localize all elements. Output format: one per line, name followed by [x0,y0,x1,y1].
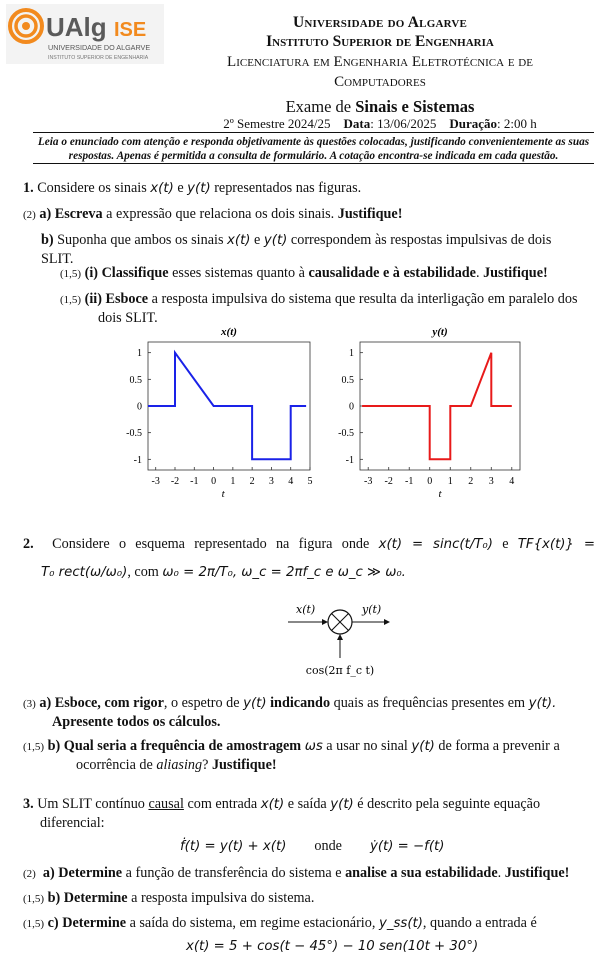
diagram-input-label: x(t) [296,603,316,616]
q3a: (2) a) Determine a função de transferência do sistema e analise a sua estabilidade. Justifique! [23,865,570,881]
x-axis-label: t [438,488,442,500]
university-logo [6,4,164,64]
x-tick-label: 1 [230,476,236,487]
exam-title: Exame de Sinais e Sistemas [285,97,475,116]
x-tick-label: 0 [427,476,433,487]
q3b: (1,5) b) Determine a resposta impulsiva do sistema. [23,890,315,906]
x-tick-label: -3 [151,476,160,487]
svg-text:ISE: ISE [114,19,147,41]
x-tick-label: 0 [211,476,217,487]
svg-text:INSTITUTO SUPERIOR DE ENGENHAR: INSTITUTO SUPERIOR DE ENGENHARIA [48,55,149,61]
chart-x [118,322,318,504]
institute-name: Instituto Superior de Engenharia [266,33,494,50]
x-tick-label: 4 [288,476,294,487]
q1bi: (1,5) (i) Classifique esses sistemas quanto à causalidade e à estabilidade. Justifique! [60,265,548,281]
course-name: Licenciatura em Engenharia Eletrotécnica e de Computadores [227,54,533,90]
diagram-carrier-label: cos(2π f_c t) [305,664,375,677]
instructions: Leia o enunciado com atenção e responda objetivamente às questões colocadas, justificando convenientemente as suas respostas. Apenas é permitida a consulta de formulário. A cotação encontra-se indicada em cada questão. [37,136,590,162]
mixer-diagram [280,596,400,680]
x-tick-label: -2 [170,476,180,487]
series-line-1 [362,353,512,460]
q1bii: (1,5) (ii) Esboce a resposta impulsiva do sistema que resulta da interligação em paralelo dos dois SLIT. [60,291,578,326]
chart-title: x(t) [221,326,237,338]
university-name: Universidade do Algarve [292,14,468,31]
x-tick-label: 1 [447,476,453,487]
x-tick-label: 3 [268,476,274,487]
x-tick-label: -1 [190,476,199,487]
q2-stem-line2: T₀ rect(ω/ω₀), com ω₀ = 2π/T₀, ω_c = 2πf_c e ω_c ≫ ω₀. [41,564,406,580]
y-tick-label: 0.5 [129,374,142,386]
y-tick-label: 0.5 [341,374,354,386]
x-tick-label: 3 [488,476,494,487]
y-tick-label: 1 [137,348,142,360]
chart-title: y(t) [432,326,448,338]
q3-stem: 3. Um SLIT contínuo causal com entrada x(t) e saída y(t) é descrito pela seguinte equação diferencial: [23,796,541,831]
x-tick-label: -1 [405,476,414,487]
svg-text:UAlg: UAlg [46,12,107,42]
y-tick-label: -1 [133,454,142,466]
q1a: (2) a) Escreva a expressão que relaciona os dois sinais. Justifique! [23,206,403,222]
q2-stem-line1: 2. Considere o esquema representado na figura onde x(t) = sinc(t/T₀) e TF{x(t)} = [23,536,596,552]
q3c: (1,5) c) Determine a saída do sistema, em regime estacionário, y_ss(t), quando a entrada é [23,915,537,931]
series-line-0 [148,353,306,460]
q2b: (1,5) b) Qual seria a frequência de amostragem ωs a usar no sinal y(t) de forma a prevenir a ocorrência de aliasing? Justifique! [23,738,560,773]
header-rule-top [33,132,594,133]
y-tick-label: 0 [349,401,354,413]
y-tick-label: -1 [345,454,354,466]
y-tick-label: 1 [349,348,354,360]
header-rule-bottom [33,163,594,164]
x-axis-label: t [221,488,225,500]
q1-stem: 1. Considere os sinais x(t) e y(t) representados nas figuras. [23,180,362,196]
q3-input-equation: x(t) = 5 + cos(t − 45°) − 10 sen(10t + 30°) [186,939,479,954]
x-tick-label: -2 [384,476,393,487]
x-tick-label: -3 [364,476,373,487]
q1b: b) Suponha que ambos os sinais x(t) e y(t) correspondem às respostas impulsivas de dois SLIT. [41,232,552,267]
x-tick-label: 5 [307,476,313,487]
exam-meta: 2º Semestre 2024/25 Data: 13/06/2025 Duração: 2:00 h [223,116,537,131]
x-tick-label: 4 [509,476,515,487]
svg-text:UNIVERSIDADE DO ALGARVE: UNIVERSIDADE DO ALGARVE [48,43,151,52]
diagram-output-label: y(t) [362,603,382,616]
y-tick-label: 0 [137,401,142,413]
x-tick-label: 2 [249,476,255,487]
x-tick-label: 2 [468,476,474,487]
chart-y [330,322,530,504]
q3-equation: ḟ(t) = y(t) + x(t) onde ẏ(t) = −f(t) [180,838,445,854]
y-tick-label: -0.5 [126,428,142,440]
q2a: (3) a) Esboce, com rigor, o espetro de y(t) indicando quais as frequências presentes em y(t). Apresente todos os cálculos. [23,695,557,730]
y-tick-label: -0.5 [338,428,354,440]
